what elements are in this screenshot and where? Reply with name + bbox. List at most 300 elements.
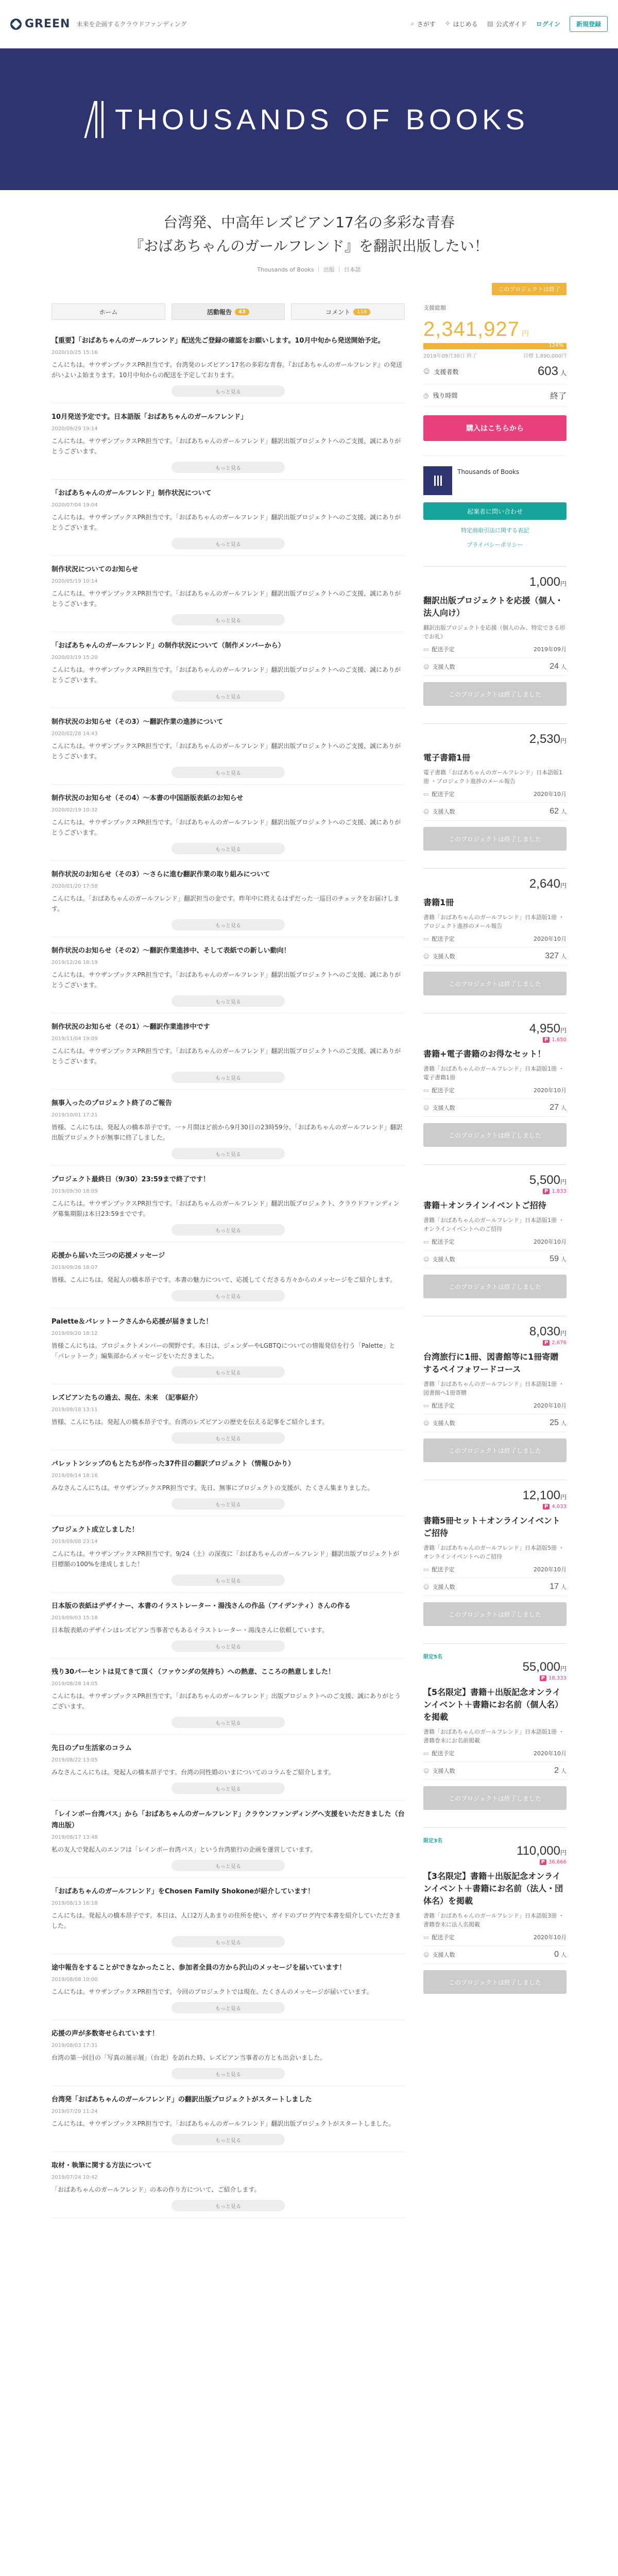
- report-body: こんにちは。「おばあちゃんのガールフレンド」翻訳担当の金です。昨年中に終えるはずだった一巡目のチェックをお届けします。: [52, 895, 400, 912]
- limited-label: 限定3名: [423, 1838, 442, 1844]
- report-title[interactable]: レズビアンたちの過去、現在、未来 （記事紹介）: [52, 1394, 202, 1402]
- report-item: [52, 1954, 405, 2020]
- people-icon: ☺: [423, 1256, 430, 1263]
- report-title[interactable]: 残り30パーセントは見てきて頂く（ファウンダの気持ち）への熱意、こころの熱意しました！: [52, 1668, 335, 1676]
- reward-price: [423, 1325, 566, 1339]
- more-button[interactable]: もっと見る: [171, 995, 285, 1007]
- paypay-note: [423, 1037, 566, 1043]
- currency: 円: [560, 1849, 566, 1856]
- owner-name[interactable]: Thousands of Books: [457, 468, 520, 476]
- ship-row: [423, 1561, 566, 1578]
- more-button[interactable]: もっと見る: [171, 1936, 285, 1947]
- reward-card: [423, 1480, 566, 1626]
- report-item: [52, 1384, 405, 1450]
- count-row: [423, 1578, 566, 1596]
- report-date: 2019/10/01 17:21: [52, 1112, 98, 1118]
- report-body: こんにちは。サウザンブックスPR担当です。「おばあちゃんのガールフレンド」翻訳出版プロジェクトへのご支援、誠にありがとうございます。: [52, 1047, 401, 1065]
- people-icon: ☺: [423, 1767, 430, 1774]
- limited-label: 限定5名: [423, 1654, 442, 1660]
- count-label: 支援人数: [432, 1420, 455, 1427]
- report-item: [52, 1658, 405, 1735]
- report-title[interactable]: 台湾発「おばあちゃんのガールフレンド」の翻訳出版プロジェクトがスタートしました: [52, 2096, 312, 2104]
- reward-closed-button[interactable]: このプロジェクトは終了しました: [423, 972, 566, 995]
- paypay-value: 1,833: [552, 1189, 566, 1194]
- report-date: 2019/07/24 10:42: [52, 2175, 98, 2180]
- privacy-policy-link[interactable]: プライバシーポリシー: [467, 541, 523, 548]
- reward-closed-button[interactable]: このプロジェクトは終了しました: [423, 1123, 566, 1147]
- report-date: 2019/08/28 14:05: [52, 1681, 98, 1687]
- more-button[interactable]: もっと見る: [171, 2068, 285, 2079]
- paypay-note: [423, 1859, 566, 1865]
- report-title[interactable]: 制作状況のお知らせ（その3）〜さらに進む翻訳作業の取り組みについて: [52, 871, 270, 878]
- more-button[interactable]: もっと見る: [171, 2134, 285, 2145]
- count-label: 支援人数: [432, 1105, 455, 1111]
- count-value: 327: [545, 952, 559, 960]
- price-value: 8,030: [529, 1325, 560, 1338]
- currency: 円: [560, 737, 566, 744]
- supporters-unit: 人: [560, 369, 566, 377]
- report-title[interactable]: 先日のプロ生活家のコラム: [52, 1744, 132, 1752]
- report-date: 2019/09/20 18:12: [52, 1331, 98, 1336]
- paypay-icon: P: [543, 1037, 550, 1043]
- report-item: [52, 1013, 405, 1090]
- reward-price: [423, 1022, 566, 1036]
- ship-row: [423, 1929, 566, 1946]
- currency: 円: [560, 1494, 566, 1501]
- report-body: こんにちは。サウザンブックスPR担当です。「おばあちゃんのガールフレンド」翻訳出版プロジェクトへのご支援、誠にありがとうございます。: [52, 971, 401, 989]
- count-label: 支援人数: [432, 664, 455, 670]
- report-title[interactable]: パレットンシップのもとたちが作った37件目の翻訳プロジェクト（情報ひかり）: [52, 1460, 295, 1468]
- people-icon: ☺: [423, 808, 430, 815]
- supporters-row: [423, 359, 566, 384]
- report-body: 日本版表紙のデザインはレズビアン当事者でもあるイラストレーター・湯浅さんに依頼しています。: [52, 1626, 329, 1634]
- currency: 円: [560, 1665, 566, 1672]
- sidebar: [423, 283, 566, 2218]
- price-value: 55,000: [522, 1660, 560, 1674]
- report-title[interactable]: 【重要】「おばあちゃんのガールフレンド」配送先ご登録の確認をお願いします。10月中旬から発送開始予定。: [52, 337, 385, 345]
- paypay-icon: P: [540, 1859, 546, 1865]
- more-button[interactable]: もっと見る: [171, 1148, 285, 1159]
- more-button[interactable]: もっと見る: [171, 538, 285, 549]
- report-date: 2019/08/22 13:05: [52, 1757, 98, 1763]
- more-button[interactable]: もっと見る: [171, 1072, 285, 1083]
- brand-bars-icon: [434, 476, 442, 486]
- paypay-note: [423, 1189, 566, 1194]
- truck-icon: ▭: [423, 646, 429, 653]
- tab-home[interactable]: [52, 303, 165, 320]
- count-label: 支援人数: [432, 1256, 455, 1263]
- remaining-label: 残り時間: [433, 392, 458, 399]
- reward-name: 書籍+電子書籍のお得なセット！: [423, 1049, 546, 1059]
- report-body: こんにちは。サウザンブックスPR担当です。「おばあちゃんのガールフレンド」翻訳出版プロジェクトへのご支援、誠にありがとうございます。: [52, 590, 401, 607]
- reward-price: [423, 575, 566, 589]
- report-body: こんにちは。サウザンブックスPR担当です。「おばあちゃんのガールフレンド」翻訳出版プロジェクトへのご支援、誠にありがとうございます。: [52, 742, 401, 760]
- report-body: こんにちは。サウザンブックスPR担当です。9/24（土）の深夜に「おばあちゃんのガールフレンド」翻訳出版プロジェクトが目標額の100%を達成しました！: [52, 1550, 400, 1568]
- truck-icon: ▭: [423, 1750, 429, 1757]
- report-title[interactable]: 「おばあちゃんのガールフレンド」の制作状況について（制作メンバーから）: [52, 642, 285, 650]
- site-header: [0, 0, 618, 48]
- reward-closed-button[interactable]: このプロジェクトは終了しました: [423, 1602, 566, 1626]
- count-value: 0: [554, 1950, 559, 1959]
- report-item: [52, 861, 405, 937]
- reward-price: [423, 877, 566, 891]
- reward-closed-button[interactable]: このプロジェクトは終了しました: [423, 827, 566, 851]
- people-icon: ☺: [423, 953, 430, 960]
- count-badge: 43: [235, 309, 249, 315]
- tab-label: コメント: [325, 308, 351, 316]
- more-button[interactable]: もっと見る: [171, 1366, 285, 1378]
- reward-desc: 書籍「おばあちゃんのガールフレンド」日本語版1冊 ・オンラインイベントへのご招待: [423, 1217, 564, 1232]
- reward-closed-button[interactable]: このプロジェクトは終了しました: [423, 1438, 566, 1462]
- more-button[interactable]: もっと見る: [171, 1498, 285, 1510]
- count-value: 59: [550, 1255, 559, 1263]
- report-title[interactable]: 制作状況のお知らせ（その1）〜翻訳作業進捗中です: [52, 1023, 210, 1031]
- reward-desc: 書籍「おばあちゃんのガールフレンド」日本語版3冊 ・書籍巻末に法人名掲載: [423, 1912, 564, 1928]
- count-row: [423, 1099, 566, 1117]
- green-logo[interactable]: [10, 18, 70, 30]
- report-body: こんにちは。発起人の橋本昂子です。本日は、人口2万人あまりの住所を使い、ガイドのブログ内で本書を紹介していただきました。: [52, 1912, 401, 1929]
- report-date: 2020/10/25 15:16: [52, 350, 98, 355]
- goal-line: [423, 351, 566, 359]
- reward-desc: 書籍「おばあちゃんのガールフレンド」日本語版1冊 ・電子書籍1冊: [423, 1065, 564, 1081]
- paypay-value: 36,666: [548, 1859, 566, 1865]
- reward-closed-button[interactable]: このプロジェクトは終了しました: [423, 1786, 566, 1810]
- report-date: 2019/08/03 17:31: [52, 2043, 98, 2048]
- project-title: [0, 211, 618, 258]
- paypay-icon: P: [543, 1189, 550, 1194]
- more-button[interactable]: もっと見る: [171, 1640, 285, 1652]
- report-date: 2019/09/14 18:16: [52, 1473, 98, 1479]
- report-title[interactable]: 「レインボー台湾パス」から「おばあちゃんのガールフレンド」クラウンファンディングへ支援をいただきました（台湾出版）: [52, 1810, 405, 1829]
- more-button[interactable]: もっと見る: [171, 919, 285, 930]
- count-unit: 人: [561, 664, 566, 670]
- report-date: 2019/08/17 13:48: [52, 1835, 98, 1840]
- reward-name: 書籍5冊セット＋オンラインイベントご招待: [423, 1516, 560, 1538]
- book-icon: ▤: [487, 20, 493, 28]
- report-body: 皆様、こんにちは。発起人の橋本昂子です。本書の魅力について、応援してくださる方々からのメッセージをご紹介します。: [52, 1276, 396, 1283]
- reward-desc: 翻訳出版プロジェクトを応援（個人のみ、特定できる形でお礼）: [423, 624, 565, 640]
- report-date: 2019/08/08 10:00: [52, 1977, 98, 1982]
- report-date: 2019/09/18 13:11: [52, 1407, 98, 1413]
- currency: 円: [560, 1027, 566, 1034]
- report-body: こんにちは。サウザンブックスPR担当です。「おばあちゃんのガールフレンド」翻訳出版プロジェクトへのご支援、誠にありがとうございます。: [52, 819, 401, 836]
- report-item: [52, 480, 405, 556]
- reward-price: [423, 732, 566, 747]
- report-title[interactable]: 無事入ったのプロジェクト終了のご報告: [52, 1099, 172, 1107]
- report-title[interactable]: 日本版の表紙はデザイナー、本書のイラストレーター・湯浅さんの作品（アイデンティ）さんの作る: [52, 1602, 351, 1610]
- report-date: 2020/01/20 17:58: [52, 884, 98, 889]
- more-button[interactable]: もっと見る: [171, 1224, 285, 1235]
- count-label: 支援人数: [432, 953, 455, 960]
- report-body: こんにちは。サウザンブックスPR担当です。今回のプロジェクトでは現在、たくさんのメッセージが届いています。: [52, 1988, 373, 1995]
- people-icon: ☺: [423, 1951, 430, 1958]
- status-badge: このプロジェクトは終了: [492, 283, 566, 295]
- price-value: 110,000: [517, 1844, 560, 1858]
- people-icon: ☺: [423, 1104, 430, 1111]
- reward-closed-button[interactable]: このプロジェクトは終了しました: [423, 1275, 566, 1298]
- report-item: [52, 708, 405, 785]
- total-amount: [423, 318, 566, 341]
- reward-name: 書籍1冊: [423, 897, 454, 907]
- truck-icon: ▭: [423, 1566, 429, 1573]
- commercial-law-link[interactable]: 特定商取引法に関する表記: [461, 527, 529, 534]
- count-value: 2: [554, 1766, 559, 1775]
- reward-desc: 書籍「おばあちゃんのガールフレンド」日本語版5冊 ・オンラインイベントへのご招待: [423, 1545, 564, 1560]
- goal-amount: 目標 1,890,000円: [523, 353, 566, 359]
- count-unit: 人: [561, 1584, 566, 1590]
- more-button[interactable]: もっと見る: [171, 2002, 285, 2013]
- count-row: [423, 803, 566, 821]
- report-title[interactable]: 制作状況のお知らせ（その2）〜翻訳作業進捗中、そして表紙での新しい動向！: [52, 947, 290, 955]
- search-label: さがす: [417, 21, 436, 28]
- report-body: 台湾の第一回目の「写真の展示展」（台北）を訪れた時、レズビアン当事者の方とも出会いました。: [52, 2054, 327, 2061]
- report-date: 2020/02/28 14:43: [52, 731, 98, 737]
- ship-label: 配送予定: [432, 646, 455, 653]
- report-item: [52, 1592, 405, 1658]
- hero-text: THOUSANDS OF BOOKS: [115, 103, 529, 135]
- report-title[interactable]: Palette＆パレットークさんから応援が届きました！: [52, 1318, 213, 1326]
- ship-row: [423, 641, 566, 658]
- reward-price: [423, 1660, 566, 1674]
- logo-text: GREEN: [25, 18, 71, 30]
- report-body: みなさんこんにちは。サウザンブックスPR担当です。先日、無事にプロジェクトの支援が、たくさん集まりました。: [52, 1484, 374, 1492]
- more-button[interactable]: もっと見る: [171, 1860, 285, 1871]
- price-value: 5,500: [529, 1173, 560, 1187]
- paypay-note: [423, 1340, 566, 1346]
- report-date: 2020/02/19 10:32: [52, 807, 98, 813]
- ship-label: 配送予定: [432, 1239, 455, 1245]
- reward-closed-button[interactable]: このプロジェクトは終了しました: [423, 682, 566, 706]
- more-button[interactable]: もっと見る: [171, 767, 285, 778]
- more-button[interactable]: もっと見る: [171, 1574, 285, 1586]
- report-item: [52, 1090, 405, 1166]
- currency: 円: [560, 1178, 566, 1185]
- paypay-value: 1,650: [552, 1037, 566, 1043]
- ship-value: 2020年10月: [534, 936, 566, 942]
- count-label: 支援人数: [432, 1584, 455, 1590]
- reward-desc: 書籍「おばあちゃんのガールフレンド」日本語版1冊 ・プロジェクト進捗のメール報告: [423, 914, 564, 929]
- more-button[interactable]: もっと見る: [171, 843, 285, 854]
- ship-value: 2020年10月: [534, 1402, 566, 1409]
- count-value: 62: [550, 807, 559, 816]
- report-body: こんにちは。サウザンブックスPR担当です。「おばあちゃんのガールフレンド」翻訳出版プロジェクトへのご支援、誠にありがとうございます。: [52, 437, 401, 455]
- contact-owner-button[interactable]: 起案者に問い合わせ: [423, 502, 566, 520]
- report-date: 2019/09/26 18:07: [52, 1265, 98, 1270]
- more-button[interactable]: もっと見る: [171, 2200, 285, 2211]
- reward-desc: 電子書籍「おばあちゃんのガールフレンド」日本語版1冊 ・プロジェクト進捗のメール報告: [423, 769, 563, 785]
- count-unit: 人: [561, 1105, 566, 1111]
- report-body: こんにちは。サウザンブックスPR担当です。「おばあちゃんのガールフレンド」出版プロジェクトへのご支援、誠にありがとうございます。: [52, 1692, 401, 1710]
- count-row: [423, 658, 566, 676]
- report-title[interactable]: 途中報告をすることができなかったこと、参加者全員の方から沢山のメッセージを届いています！: [52, 1964, 346, 1972]
- truck-icon: ▭: [423, 1402, 429, 1409]
- report-title[interactable]: 制作状況のお知らせ（その4）〜本書の中国語版表紙のお知らせ: [52, 794, 244, 802]
- guide-link[interactable]: [487, 20, 527, 28]
- count-label: 支援人数: [432, 808, 455, 815]
- report-title[interactable]: プロジェクト最終日（9/30）23:59まで終了です！: [52, 1176, 210, 1183]
- report-item: [52, 1878, 405, 1954]
- ship-value: 2020年10月: [534, 1566, 566, 1573]
- report-title[interactable]: 「おばあちゃんのガールフレンド」をChosen Family Shokoneが紹介しています！: [52, 1888, 315, 1895]
- report-item: [52, 1450, 405, 1516]
- project-owner-line[interactable]: Thousands of Books ｜ 出版 ｜ 日本語: [257, 266, 361, 273]
- price-value: 12,100: [522, 1488, 560, 1502]
- report-title[interactable]: 取材・執筆に関する方法について: [52, 2162, 152, 2170]
- report-list: [52, 327, 405, 2218]
- report-body: こんにちは。サウザンブックスPR担当です。「おばあちゃんのガールフレンド」翻訳出版プロジェクトへのご支援、誠にありがとうございます。: [52, 666, 401, 684]
- report-title[interactable]: 応援の声が多数寄せられています！: [52, 2030, 159, 2038]
- ship-value: 2019年09月: [534, 646, 566, 653]
- reward-name: 【5名限定】書籍＋出版記念オンラインイベント＋書籍にお名前（個人名）を掲載: [423, 1687, 563, 1722]
- progress-bar: [423, 343, 566, 349]
- currency: 円: [521, 329, 529, 337]
- count-unit: 人: [561, 1952, 566, 1958]
- reward-card: [423, 1164, 566, 1298]
- more-button[interactable]: もっと見る: [171, 614, 285, 625]
- guide-label: 公式ガイド: [495, 21, 527, 28]
- login-button[interactable]: ログイン: [536, 21, 560, 28]
- ship-value: 2020年10月: [534, 1087, 566, 1094]
- ship-label: 配送予定: [432, 1566, 455, 1573]
- project-title-line2: 『おばあちゃんのガールフレンド』を翻訳出版したい！: [129, 238, 489, 255]
- reward-desc: 書籍「おばあちゃんのガールフレンド」日本語版1冊 ・書籍巻末にお名前掲載: [423, 1728, 564, 1744]
- report-body: 「おばあちゃんのガールフレンド」の本の作り方について、ご紹介します。: [52, 2186, 261, 2193]
- reward-card: [423, 1643, 566, 1810]
- report-item: [52, 1242, 405, 1308]
- more-button[interactable]: もっと見る: [171, 1717, 285, 1728]
- paypay-icon: P: [540, 1675, 546, 1681]
- price-value: 1,000: [529, 575, 560, 589]
- count-row: [423, 1946, 566, 1964]
- report-date: 2019/09/08 23:14: [52, 1539, 98, 1545]
- report-item: [52, 1166, 405, 1242]
- reward-name: 台湾旅行に1冊、図書館等に1冊寄贈するペイフォワードコース: [423, 1352, 559, 1374]
- count-value: 17: [550, 1582, 559, 1591]
- paypay-icon: P: [543, 1504, 550, 1510]
- reward-name: 書籍＋オンラインイベントご招待: [423, 1200, 546, 1210]
- people-icon: ☺: [423, 368, 430, 375]
- tab-reports[interactable]: [171, 303, 285, 320]
- total-label: 支援総額: [423, 304, 446, 311]
- truck-icon: ▭: [423, 1087, 429, 1094]
- report-body: 皆様、こんにちは。発起人の橋本昂子です。一ヶ月間ほど前から9月30日の23時59分、「おばあちゃんのガールフレンド」翻訳出版プロジェクトが無事に終了しました。: [52, 1124, 403, 1141]
- count-label: 支援人数: [432, 1768, 455, 1774]
- more-button[interactable]: もっと見る: [171, 690, 285, 702]
- reward-name: 翻訳出版プロジェクトを応援（個人・法人向け）: [423, 596, 563, 618]
- reward-card: [423, 1827, 566, 1994]
- count-unit: 人: [561, 1420, 566, 1427]
- report-body: こんにちは。サウザンブックスPR担当です。「おばあちゃんのガールフレンド」翻訳出版プロジェクトへのご支援、誠にありがとうございます。: [52, 514, 401, 531]
- amount-value: 2,341,927: [423, 318, 520, 341]
- search-icon: ⌕: [410, 20, 415, 28]
- report-body: こんにちは。サウザンブックスPR担当です。「おばあちゃんのガールフレンド」翻訳出版プロジェクトがスタートしました。: [52, 2120, 395, 2127]
- report-date: 2019/12/26 18:19: [52, 960, 98, 965]
- more-button[interactable]: もっと見る: [171, 385, 285, 397]
- report-title[interactable]: 「おばあちゃんのガールフレンド」制作状況について: [52, 489, 212, 497]
- report-item: [52, 1516, 405, 1592]
- count-row: [423, 1762, 566, 1780]
- more-button[interactable]: もっと見る: [171, 462, 285, 473]
- report-body: 皆様、こんにちは。発起人の橋本昂子です。台湾のレズビアンの歴史を伝える記事をご紹介します。: [52, 1418, 329, 1426]
- report-item: [52, 556, 405, 632]
- report-title[interactable]: 制作状況についてのお知らせ: [52, 566, 139, 573]
- ship-label: 配送予定: [432, 936, 455, 942]
- tab-comments[interactable]: [291, 303, 405, 320]
- currency: 円: [560, 882, 566, 889]
- report-title[interactable]: プロジェクト成立しました！: [52, 1526, 139, 1534]
- count-value: 24: [550, 662, 559, 671]
- search-link[interactable]: [410, 20, 435, 28]
- register-button[interactable]: 新規登録: [570, 16, 608, 32]
- reward-price: [423, 1844, 566, 1858]
- more-button[interactable]: もっと見る: [171, 1290, 285, 1301]
- reward-desc: 書籍「おばあちゃんのガールフレンド」日本語版1冊 ・図書館へ1冊寄贈: [423, 1381, 564, 1396]
- report-item: [52, 2086, 405, 2152]
- progress-text: 124%: [548, 343, 563, 348]
- paypay-icon: P: [543, 1340, 550, 1346]
- report-date: 2020/09/29 19:14: [52, 426, 98, 432]
- tagline: 未来を企画するクラウドファンディング: [76, 21, 187, 28]
- more-button[interactable]: もっと見る: [171, 1432, 285, 1444]
- report-date: 2020/03/19 15:20: [52, 655, 98, 660]
- reward-name: 【3名限定】書籍＋出版記念オンラインイベント＋書籍にお名前（法人・団体名）を掲載: [423, 1871, 563, 1906]
- clock-icon: ◷: [423, 392, 429, 399]
- main-column: [52, 283, 405, 2218]
- report-title[interactable]: 10月発送予定です。日本語版「おばあちゃんのガールフレンド」: [52, 413, 247, 421]
- reward-name: 電子書籍1冊: [423, 753, 471, 762]
- support-button[interactable]: 購入はこちらから: [423, 415, 566, 441]
- count-label: 支援人数: [432, 1952, 455, 1958]
- paypay-value: 18,333: [548, 1675, 566, 1681]
- price-value: 2,530: [529, 732, 560, 746]
- tab-label: 活動報告: [207, 308, 232, 316]
- ship-row: [423, 1233, 566, 1250]
- truck-icon: ▭: [423, 1238, 429, 1245]
- count-value: 27: [550, 1103, 559, 1112]
- more-button[interactable]: もっと見る: [171, 1783, 285, 1794]
- report-date: 2019/09/03 15:18: [52, 1615, 98, 1621]
- reward-closed-button[interactable]: このプロジェクトは終了しました: [423, 1970, 566, 1994]
- report-body: 私の友人で発起人のエンフは「レインボー台湾パス」という台湾旅行の企画を運営しています。: [52, 1846, 317, 1853]
- people-icon: ☺: [423, 1419, 430, 1427]
- report-item: [52, 1308, 405, 1384]
- reward-price: [423, 1488, 566, 1503]
- start-link[interactable]: [445, 20, 478, 28]
- tab-label: ホーム: [99, 308, 118, 316]
- report-title[interactable]: 応援から届いた三つの応援メッセージ: [52, 1252, 165, 1260]
- count-unit: 人: [561, 1768, 566, 1774]
- lightbulb-icon: ✧: [444, 20, 451, 28]
- ship-row: [423, 786, 566, 803]
- truck-icon: ▭: [423, 935, 429, 942]
- remaining-value: 終了: [550, 392, 566, 401]
- report-item: [52, 2152, 405, 2218]
- report-body: こんにちは。サウザンブックスPR担当です。台湾発のレズビアン17名の多彩な青春。『おばあちゃんのガールフレンド』の発送がいよいよ始まります。10月中旬からの配送を予定しております。: [52, 361, 402, 379]
- report-item: [52, 1735, 405, 1801]
- ship-row: [423, 1745, 566, 1762]
- report-title[interactable]: 制作状況のお知らせ（その3）〜翻訳作業の進捗について: [52, 718, 224, 726]
- report-body: みなさんこんにちは。発起人の橋本昂子です。台湾の同性婚のいまについてのコラムをご紹介します。: [52, 1769, 335, 1776]
- paypay-note: [423, 1504, 566, 1510]
- owner-avatar[interactable]: [423, 466, 452, 495]
- logo-icon: [10, 19, 22, 30]
- hero-title: [89, 101, 529, 138]
- people-icon: ☺: [423, 663, 430, 670]
- project-tabs: [52, 303, 405, 320]
- brand-bars-icon: [89, 101, 104, 138]
- reward-list: [423, 566, 566, 1994]
- currency: 円: [560, 1330, 566, 1337]
